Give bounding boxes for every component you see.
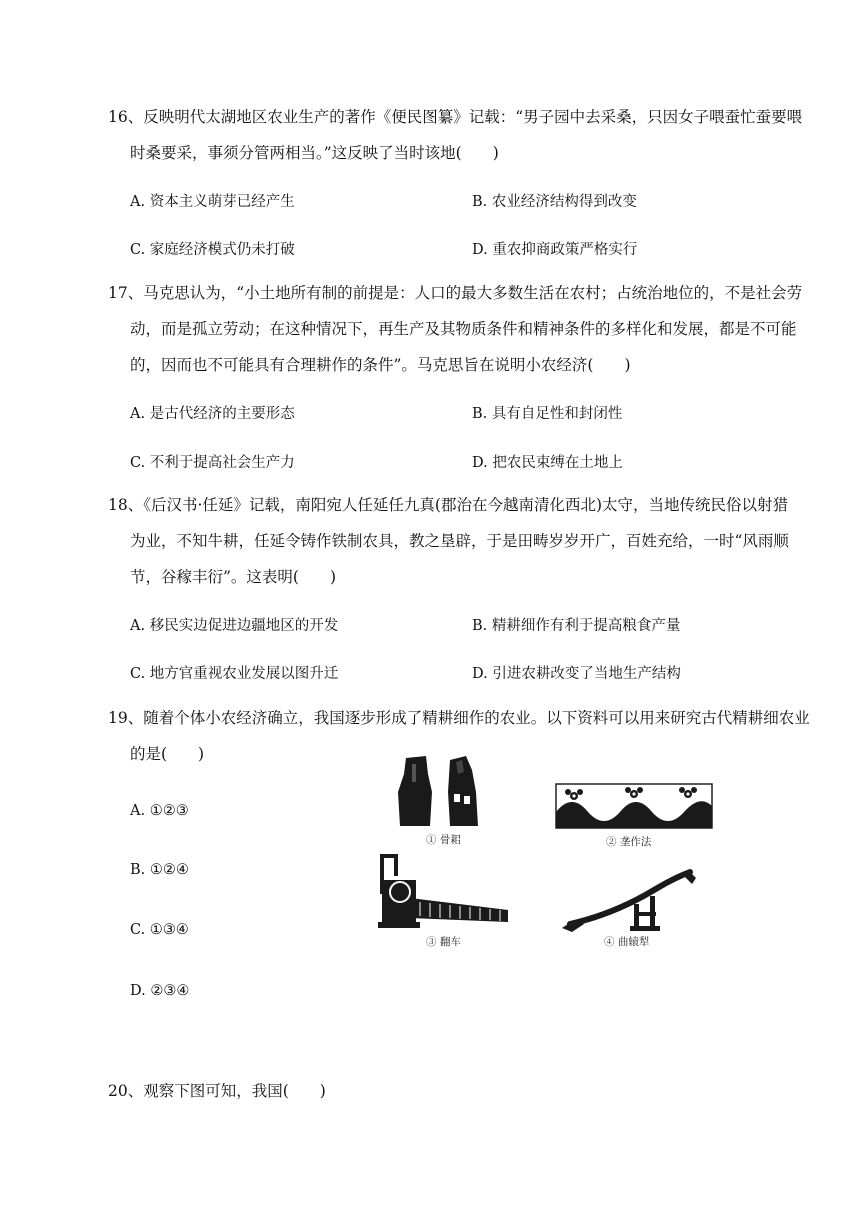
- ridge-farming-image: [554, 782, 714, 832]
- q16-option-b: B. 农业经济结构得到改变: [472, 194, 637, 210]
- q17-option-c: C. 不利于提高社会生产力: [130, 455, 295, 471]
- chain-pump-image: [376, 852, 516, 932]
- question-17-line-1: 17、马克思认为，“小土地所有制的前提是：人口的最大多数生活在农村；占统治地位的，不是社会劳: [108, 284, 803, 302]
- q19-option-c: C. ①③④: [130, 922, 189, 938]
- question-18-line-2: 为业，不知牛耕，任延令铸作铁制农具，教之垦辟，于是田畴岁岁开广，百姓充给，一时“风雨顺: [130, 532, 789, 550]
- question-17-line-3: 的，因而也不可能具有合理耕作的条件”。马克思旨在说明小农经济( ): [130, 356, 631, 374]
- caption-chain-pump: ③ 翻车: [426, 936, 461, 948]
- question-20: [108, 1073, 798, 1109]
- q19-option-b: B. ①②④: [130, 862, 189, 878]
- bone-spade-image: [392, 752, 492, 830]
- q18-option-a: A. 移民实边促进边疆地区的开发: [130, 618, 339, 634]
- q18-option-b: B. 精耕细作有利于提高粮食产量: [472, 618, 681, 634]
- question-20-line-1: 20、观察下图可知，我国( ): [108, 1082, 326, 1100]
- q16-option-d: D. 重农抑商政策严格实行: [472, 242, 638, 258]
- question-18: [108, 487, 798, 595]
- agricultural-tools-figure: [370, 752, 730, 962]
- caption-curved-plow: ④ 曲辕犁: [604, 936, 650, 948]
- q17-option-b: B. 具有自足性和封闭性: [472, 406, 623, 422]
- question-16: [108, 99, 803, 171]
- q17-option-a: A. 是古代经济的主要形态: [130, 406, 295, 422]
- question-16-line-1: 16、反映明代太湖地区农业生产的著作《便民图纂》记载：“男子园中去采桑，只因女子喂蚕忙蚕要喂: [108, 108, 803, 126]
- question-17-line-2: 动，而是孤立劳动；在这种情况下，再生产及其物质条件和精神条件的多样化和发展，都是不可能: [130, 320, 797, 338]
- q19-option-a: A. ①②③: [130, 803, 189, 819]
- q18-option-d: D. 引进农耕改变了当地生产结构: [472, 666, 681, 682]
- question-18-line-1: 18、《后汉书·任延》记载，南阳宛人任延任九真(郡治在今越南清化西北)太守，当地传统民俗以射猎: [108, 496, 788, 514]
- curved-plow-image: [554, 868, 704, 934]
- caption-bone-spade: ① 骨耜: [426, 834, 461, 846]
- q19-option-d: D. ②③④: [130, 983, 190, 999]
- question-19-line-1: 19、随着个体小农经济确立，我国逐步形成了精耕细作的农业。以下资料可以用来研究古代精耕细农业: [108, 709, 810, 727]
- caption-ridge-farming: ② 垄作法: [606, 836, 652, 848]
- question-19-line-2: 的是( ): [130, 745, 205, 763]
- q18-option-c: C. 地方官重视农业发展以图升迁: [130, 666, 339, 682]
- question-16-line-2: 时桑要采，事须分管两相当。”这反映了当时该地( ): [130, 144, 499, 162]
- question-17: [108, 275, 803, 383]
- q17-option-d: D. 把农民束缚在土地上: [472, 455, 623, 471]
- q16-option-c: C. 家庭经济模式仍未打破: [130, 242, 295, 258]
- question-18-line-3: 节，谷稼丰衍”。这表明( ): [130, 568, 337, 586]
- q16-option-a: A. 资本主义萌芽已经产生: [130, 194, 295, 210]
